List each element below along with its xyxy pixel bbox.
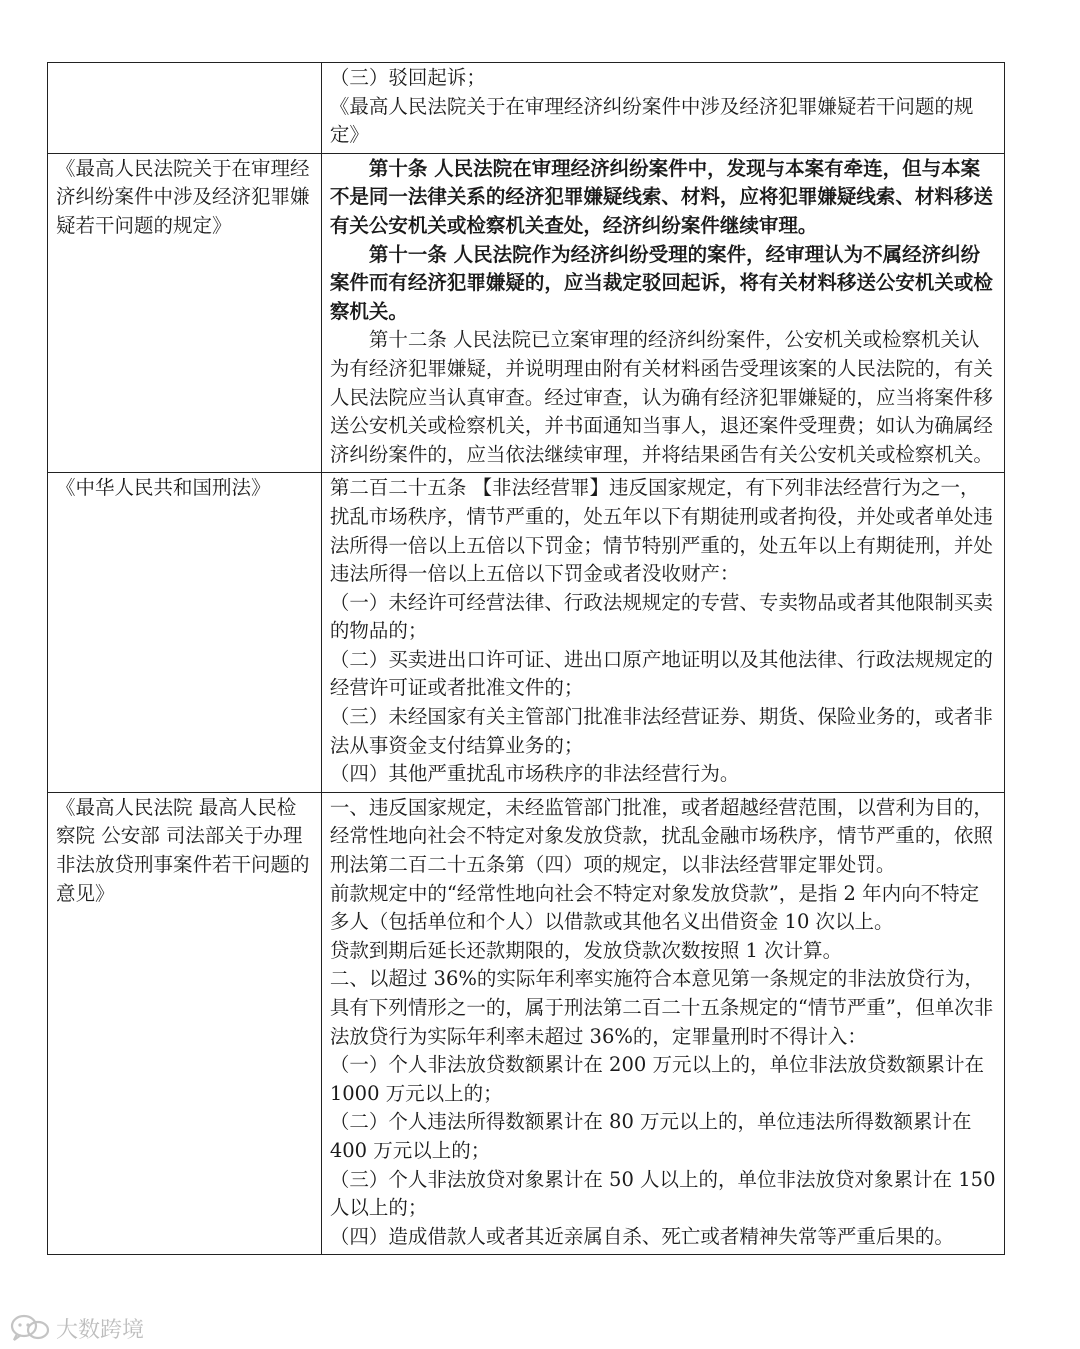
- clause-text: （四）造成借款人或者其近亲属自杀、死亡或者精神失常等严重后果的。: [329, 1224, 954, 1248]
- clause-text: 一、违反国家规定，未经监管部门批准，或者超越经营范围，以营利为目的，经常性地向社会不特定对象发放贷款，扰乱金融市场秩序，情节严重的，依照刑法第二百二十五条第（四）项的规定，以非法经营罪定罪处罚。: [329, 795, 993, 877]
- clause-text: 二、以超过 36%的实际年利率实施符合本意见第一条规定的非法放贷行为，具有下列情形之一的，属于刑法第二百二十五条规定的“情节严重”，但单次非法放贷行为实际年利率未超过 36%的，定罪量刑时不得计入：: [329, 967, 994, 1048]
- source-cell: 《中华人民共和国刑法》: [48, 473, 322, 793]
- article-12-text: 第十二条 人民法院已立案审理的经济纠纷案件，公安机关或检察机关认为有经济犯罪嫌疑，并说明理由附有关材料函告受理该案的人民法院的，有关人民法院应当认真审查。经过审查，认为确有经济犯罪嫌疑的，应当将案件移送公安机关或检察机关，并书面通知当事人，退还案件受理费；如认为确属经济纠纷案件的，应当依法继续审理，并将结果函告有关公安机关或检察机关。: [329, 328, 993, 466]
- clause-text: 贷款到期后延长还款期限的，发放贷款次数按照 1 次计算。: [329, 938, 843, 962]
- source-cell: 《最高人民法院 最高人民检察院 公安部 司法部关于办理非法放贷刑事案件若干问题的意见》: [48, 792, 322, 1255]
- article-11-text: 第十一条 人民法院作为经济纠纷受理的案件，经审理认为不属经济纠纷案件而有经济犯罪嫌疑的，应当裁定驳回起诉，将有关材料移送公安机关或检察机关。: [329, 242, 993, 323]
- clause-text: （三）驳回起诉；: [329, 66, 486, 89]
- law-comparison-table: [47, 62, 1005, 1255]
- content-cell: [321, 792, 1004, 1255]
- clause-text: （二）个人违法所得数额累计在 80 万元以上的，单位违法所得数额累计在 400 万元以上的；: [329, 1110, 972, 1162]
- watermark: [8, 1312, 144, 1344]
- clause-text: （二）买卖进出口许可证、进出口原产地证明以及其他法律、行政法规规定的经营许可证或者批准文件的；: [329, 647, 993, 700]
- clause-text: 前款规定中的“经常性地向社会不特定对象发放贷款”，是指 2 年内向不特定多人（包括单位和个人）以借款或其他名义出借资金 10 次以上。: [329, 881, 980, 934]
- clause-text: （三）未经国家有关主管部门批准非法经营证券、期货、保险业务的，或者非法从事资金支付结算业务的；: [329, 705, 993, 757]
- table-row: [48, 473, 1005, 793]
- wechat-bubble-logo-icon: [8, 1313, 52, 1343]
- table-row: [48, 63, 1005, 154]
- article-225-text: 第二百二十五条 【非法经营罪】违反国家规定，有下列非法经营行为之一，扰乱市场秩序，情节严重的，处五年以下有期徒刑或者拘役，并处或者单处违法所得一倍以上五倍以下罚金；情节特别严重的，处五年以上有期徒刑，并处违法所得一倍以上五倍以下罚金或者没收财产：: [329, 476, 993, 586]
- table-row: [48, 792, 1005, 1255]
- content-cell: [321, 473, 1004, 793]
- clause-text: （三）个人非法放贷对象累计在 50 人以上的，单位非法放贷对象累计在 150 人以上的；: [329, 1167, 996, 1220]
- clause-text: （一）未经许可经营法律、行政法规规定的专营、专卖物品或者其他限制买卖的物品的；: [329, 590, 993, 643]
- clause-text: 《最高人民法院关于在审理经济纠纷案件中涉及经济犯罪嫌疑若干问题的规定》: [329, 94, 974, 147]
- watermark-text: 大数跨境: [56, 1317, 145, 1343]
- content-cell: [321, 153, 1004, 473]
- clause-text: （一）个人非法放贷数额累计在 200 万元以上的，单位非法放贷数额累计在 1000 万元以上的；: [329, 1053, 984, 1105]
- article-10-text: 第十条 人民法院在审理经济纠纷案件中，发现与本案有牵连，但与本案不是同一法律关系的经济犯罪嫌疑线索、材料，应将犯罪嫌疑线索、材料移送有关公安机关或检察机关查处，经济纠纷案件继续审理。: [329, 156, 993, 237]
- clause-text: （四）其他严重扰乱市场秩序的非法经营行为。: [329, 762, 740, 786]
- source-cell: 《最高人民法院关于在审理经济纠纷案件中涉及经济犯罪嫌疑若干问题的规定》: [48, 153, 322, 473]
- source-cell: [48, 63, 322, 154]
- table-row: [48, 153, 1005, 473]
- content-cell: [321, 63, 1004, 154]
